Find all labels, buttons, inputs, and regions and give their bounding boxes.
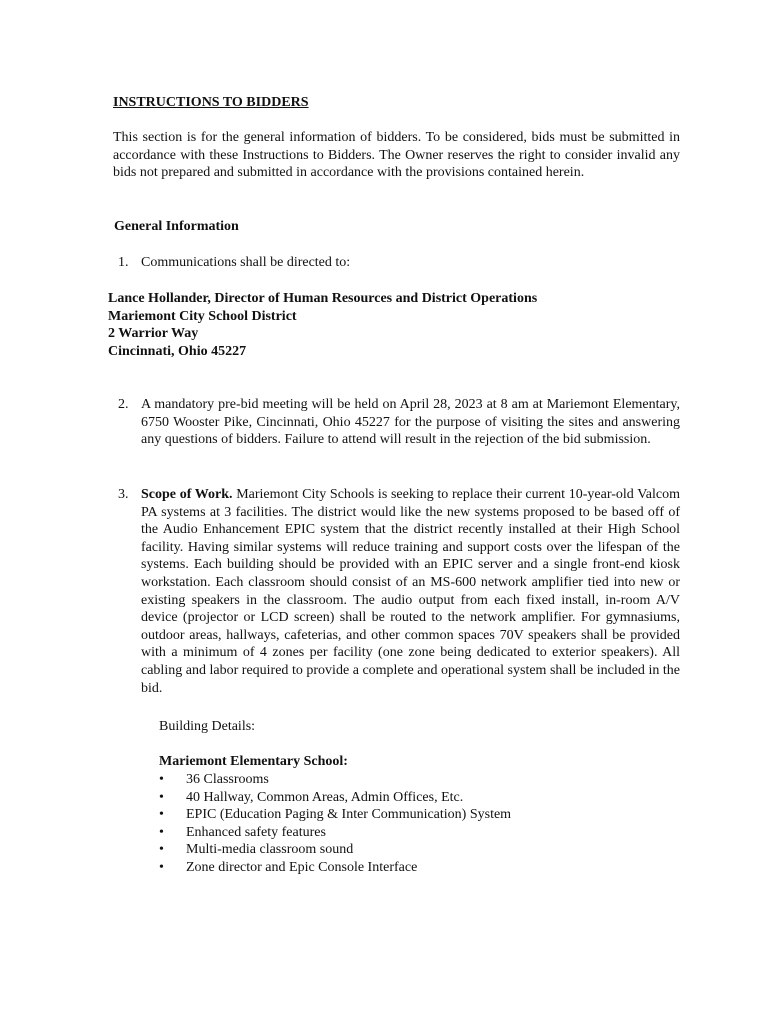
intro-paragraph: This section is for the general information of bidders. To be considered, bids must be submitted in accordance with these Instructions to Bidders. The Owner reserves the right to consider invalid any bids not prepared and submitted in accordance with the provisions contained herein. [113, 130, 680, 181]
scope-of-work-label: Scope of Work. [141, 487, 233, 502]
bullet-icon: • [159, 772, 164, 787]
building-details-label: Building Details: [159, 719, 256, 734]
list-item: • Enhanced safety features [159, 824, 326, 840]
document-title: INSTRUCTIONS TO BIDDERS [113, 95, 309, 110]
list-item-2-text: A mandatory pre-bid meeting will be held on April 28, 2023 at 8 am at Mariemont Elementary, 6750 Wooster Pike, Cincinnati, Ohio 45227 for the purpose of visiting the sites and answering any questions of bidders. Failure to attend will result in the rejection of the bid submission. [141, 397, 680, 448]
school-name: Mariemont Elementary School: [159, 754, 348, 769]
general-information-heading: General Information [114, 219, 239, 234]
address-line-street: 2 Warrior Way [108, 326, 199, 342]
list-item: • Zone director and Epic Console Interface [159, 859, 418, 875]
list-item-3 [113, 486, 680, 697]
list-item: • 36 Classrooms [159, 772, 269, 787]
bullet-icon: • [159, 824, 164, 840]
list-item-3-body [141, 486, 680, 697]
bullet-icon: • [159, 789, 164, 805]
building-feature-list [159, 771, 511, 877]
address-line-name: Lance Hollander, Director of Human Resources and District Operations [108, 291, 538, 306]
list-item: • 40 Hallway, Common Areas, Admin Offices, Etc. [159, 789, 464, 805]
list-item-1 [113, 254, 680, 272]
bullet-icon: • [159, 807, 164, 823]
list-item-2 [113, 396, 680, 449]
address-line-district: Mariemont City School District [108, 308, 297, 324]
address-line-city: Cincinnati, Ohio 45227 [108, 343, 247, 359]
list-item: • EPIC (Education Paging & Inter Communication) System [159, 807, 512, 823]
bullet-icon: • [159, 859, 164, 875]
list-item-1-text: Communications shall be directed to: [141, 255, 351, 270]
bullet-icon: • [159, 842, 164, 858]
scope-of-work-text: Mariemont City Schools is seeking to replace their current 10-year-old Valcom PA systems at 3 facilities. The district would like the new systems proposed to be based off of the Audio Enhancement EPIC system that the district recently installed at their High School facility. Having similar systems will reduce training and support costs over the lifespan of the systems. Each building should be provided with an EPIC server and a single front-end kiosk workstation. Each classroom should consist of an MS-600 network amplifier tied into new or existing speakers in the classroom. The audio output from each fixed install, in-room A/V device (projector or LCD screen) shall be routed to the network amplifier. For gymnasiums, outdoor areas, hallways, cafeterias, and other common spaces 70V speakers shall be provided with a minimum of 4 zones per facility (one zone being dedicated to exterior speakers). All cabling and labor required to provide a complete and operational system shall be included in the bid. [141, 487, 680, 696]
list-item-2-number: 2. [118, 397, 129, 412]
list-item: • Multi-media classroom sound [159, 842, 354, 858]
contact-address [108, 290, 537, 360]
list-item-3-number: 3. [118, 487, 129, 502]
list-item-1-number: 1. [118, 255, 129, 270]
